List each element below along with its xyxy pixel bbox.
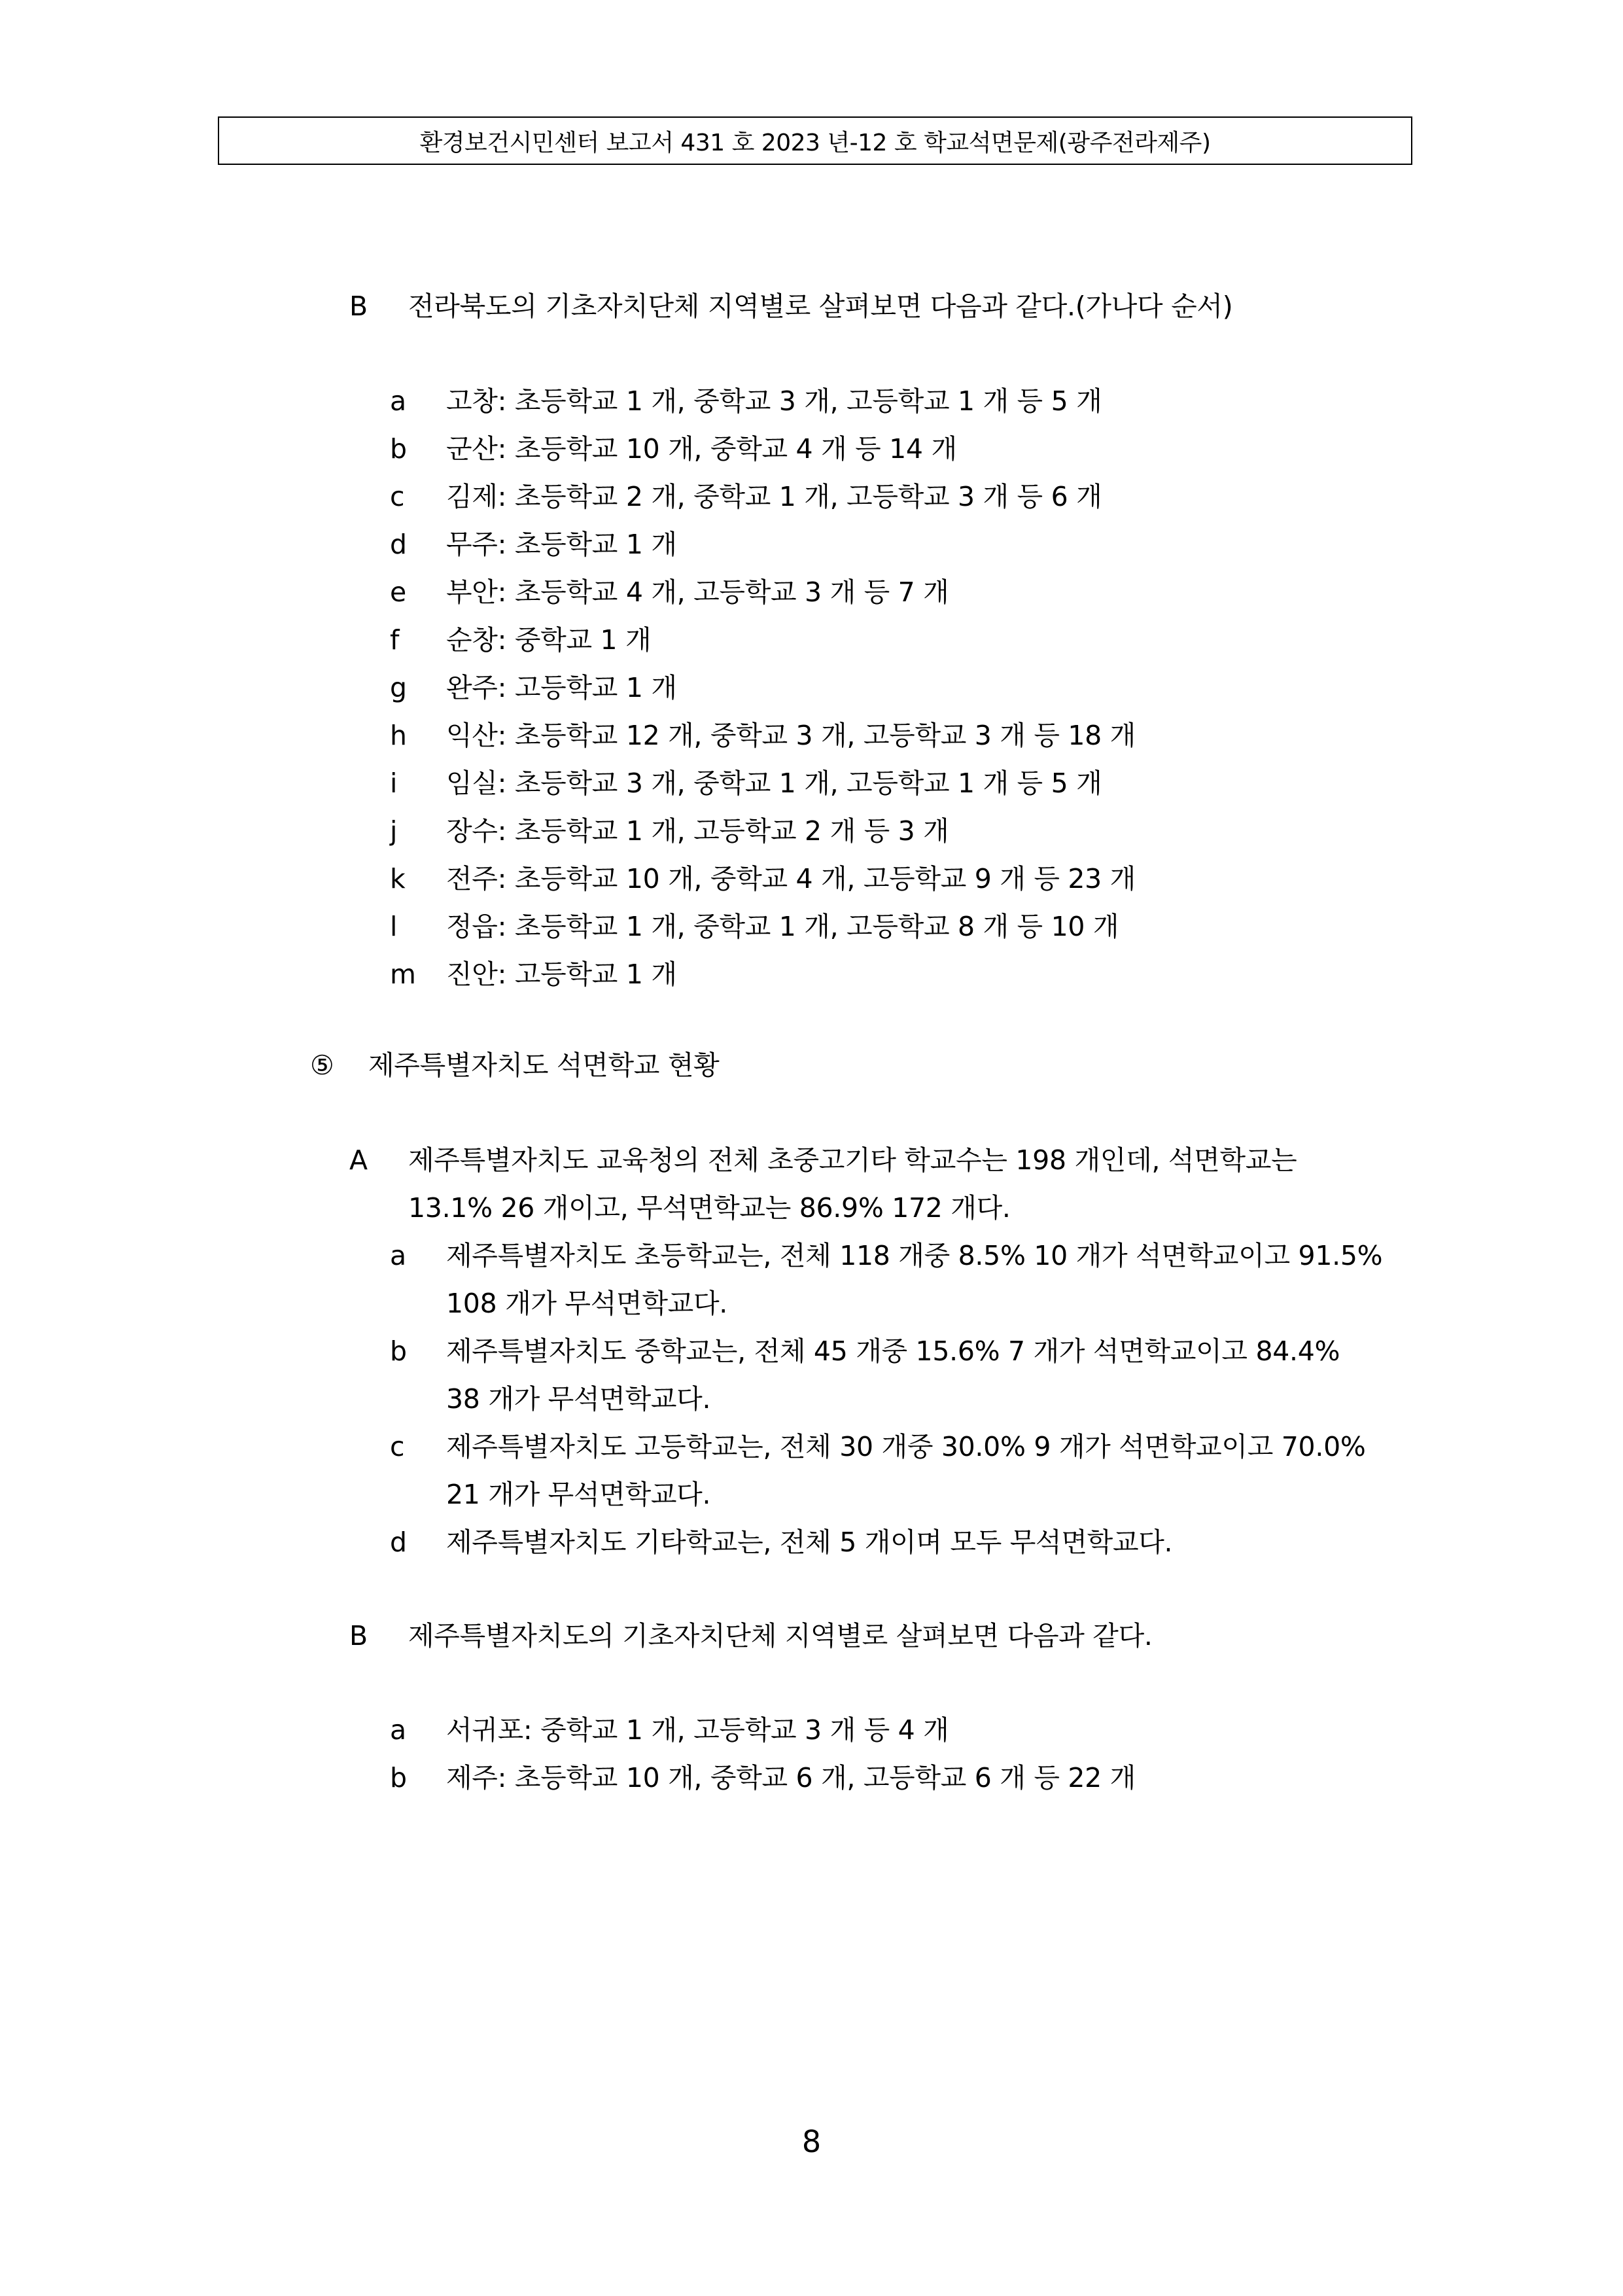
list-item-text: 제주: 초등학교 10 개, 중학교 6 개, 고등학교 6 개 등 22 개: [446, 1762, 1136, 1793]
list-item-text: 무주: 초등학교 1 개: [446, 529, 677, 560]
list-item-text: 순창: 중학교 1 개: [446, 624, 652, 656]
list-item-text: 장수: 초등학교 1 개, 고등학교 2 개 등 3 개: [446, 815, 949, 847]
section-title: 제주특별자치도 석면학교 현황: [368, 1050, 720, 1081]
list-item-marker: b: [390, 433, 408, 465]
list-item-text: 정읍: 초등학교 1 개, 중학교 1 개, 고등학교 8 개 등 10 개: [446, 911, 1119, 942]
list-item-text: 서귀포: 중학교 1 개, 고등학교 3 개 등 4 개: [446, 1714, 949, 1746]
list-item-marker: g: [390, 672, 408, 703]
list-item-marker: j: [390, 815, 398, 847]
list-item-text: 제주특별자치도 고등학교는, 전체 30 개중 30.0% 9 개가 석면학교이고 70.0%: [446, 1431, 1366, 1462]
list-item-text: 군산: 초등학교 10 개, 중학교 4 개 등 14 개: [446, 433, 957, 465]
list-item-marker: b: [390, 1762, 408, 1793]
list-item-marker: a: [390, 1714, 407, 1746]
list-item-marker: d: [390, 529, 408, 560]
list-item-marker: a: [390, 385, 407, 417]
list-item-marker: k: [390, 863, 406, 894]
section-marker: B: [349, 291, 368, 322]
list-item-marker: f: [390, 624, 400, 656]
overview-line-2: 13.1% 26 개이고, 무석면학교는 86.9% 172 개다.: [408, 1192, 1011, 1224]
overview-line-1: 제주특별자치도 교육청의 전체 초중고기타 학교수는 198 개인데, 석면학교는: [408, 1144, 1297, 1176]
list-item-marker: l: [390, 911, 398, 942]
list-item-marker: b: [390, 1335, 408, 1367]
list-item-text: 전주: 초등학교 10 개, 중학교 4 개, 고등학교 9 개 등 23 개: [446, 863, 1136, 894]
list-item-marker: a: [390, 1240, 407, 1271]
list-item-text: 진안: 고등학교 1 개: [446, 959, 677, 990]
list-item-text: 제주특별자치도 초등학교는, 전체 118 개중 8.5% 10 개가 석면학교이고 91.5%: [446, 1240, 1383, 1271]
list-item-marker: h: [390, 720, 407, 751]
subsection-marker: B: [349, 1620, 368, 1651]
page-number: 8: [801, 2124, 822, 2159]
list-item-text: 고창: 초등학교 1 개, 중학교 3 개, 고등학교 1 개 등 5 개: [446, 385, 1102, 417]
list-item-text: 익산: 초등학교 12 개, 중학교 3 개, 고등학교 3 개 등 18 개: [446, 720, 1136, 751]
list-item-text-continued: 108 개가 무석면학교다.: [446, 1288, 728, 1319]
list-item-text: 완주: 고등학교 1 개: [446, 672, 677, 703]
subsection-heading: 제주특별자치도의 기초자치단체 지역별로 살펴보면 다음과 같다.: [408, 1620, 1153, 1651]
list-item-marker: i: [390, 768, 398, 799]
list-item-marker: e: [390, 576, 407, 608]
list-item-marker: c: [390, 481, 405, 512]
list-item-text: 제주특별자치도 기타학교는, 전체 5 개이며 모두 무석면학교다.: [446, 1527, 1173, 1558]
list-item-marker: d: [390, 1527, 408, 1558]
subsection-marker: A: [349, 1144, 368, 1176]
section-heading: 전라북도의 기초자치단체 지역별로 살펴보면 다음과 같다.(가나다 순서): [408, 291, 1233, 322]
list-item-text: 제주특별자치도 중학교는, 전체 45 개중 15.6% 7 개가 석면학교이고 84.4%: [446, 1335, 1340, 1367]
list-item-text: 부안: 초등학교 4 개, 고등학교 3 개 등 7 개: [446, 576, 949, 608]
report-header-title: 환경보건시민센터 보고서 431 호 2023 년-12 호 학교석면문제(광주전라제주): [419, 129, 1211, 156]
list-item-text-continued: 21 개가 무석면학교다.: [446, 1479, 711, 1510]
list-item-marker: c: [390, 1431, 405, 1462]
section-number-marker: ⑤: [310, 1050, 334, 1081]
list-item-text: 김제: 초등학교 2 개, 중학교 1 개, 고등학교 3 개 등 6 개: [446, 481, 1102, 512]
list-item-marker: m: [390, 959, 416, 990]
report-header: [218, 116, 1412, 165]
list-item-text: 임실: 초등학교 3 개, 중학교 1 개, 고등학교 1 개 등 5 개: [446, 768, 1102, 799]
list-item-text-continued: 38 개가 무석면학교다.: [446, 1383, 711, 1415]
